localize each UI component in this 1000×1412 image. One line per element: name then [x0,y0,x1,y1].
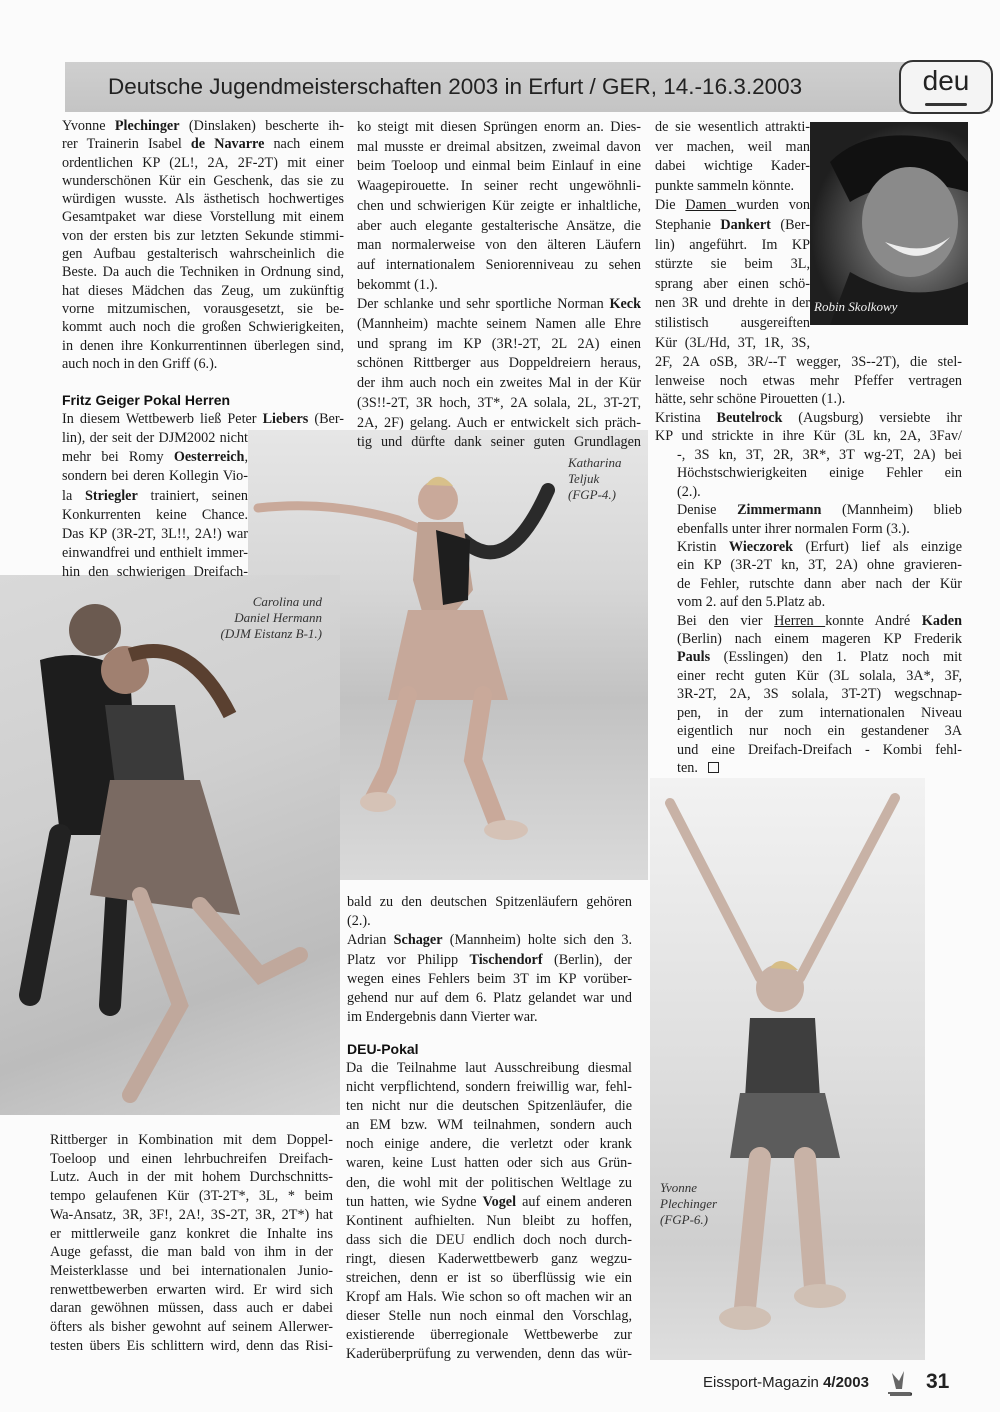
text-run: Yvonne [62,118,115,134]
text-line [62,355,344,373]
text-run: öfters als bisher gewohnt auf seinem Allerwer- [50,1319,333,1336]
text-run: Kaderüberprüfung zu verwenden, denn das wür- [346,1346,632,1363]
text-run: dieser Stelle nun noch einmal den Vorschlag, [346,1308,632,1325]
text-line [62,208,344,226]
text-run: pen, in der zum internationalen Niveau [677,704,962,721]
text-line [347,951,632,970]
text-run: dass sich die DEU endlich doch noch durch- [346,1231,632,1248]
text-run: Rittberger in Kombination mit dem Doppel- [50,1132,333,1148]
text-run: hätte, sehr schöne Pirouetten (1.). [655,391,846,408]
text-run: tun hatten, wie Sydne [346,1193,483,1210]
text-line [655,177,810,197]
text-run: einwandfrei und enthielt immer- [62,545,248,562]
text-line [357,256,641,276]
text-run: Lutz. Auch in der mit hohem Durchschnitts- [50,1169,333,1186]
text-run: und eine Dreifach-Dreifach - Kombi fehl- [677,741,962,758]
text-line [655,427,962,446]
text-line [357,276,641,296]
text-line [346,1059,632,1078]
page-title: Deutsche Jugendmeisterschaften 2003 in Erfurt / GER, 14.-16.3.2003 [108,74,803,99]
text-line [50,1243,333,1262]
caption-line: Katharina [568,455,622,470]
section-heading-fritz-geiger: Fritz Geiger Pokal Herren [62,392,231,408]
text-run: Kür (3L/Hd, 3T, 1R, 3S, [655,334,810,351]
photo-robin-skolkowy [810,122,968,325]
text-run: ten. [677,759,698,776]
text-line [346,1116,632,1135]
text-line [357,374,641,394]
text-run: eigentlich nur noch ein gestandener 3A [677,723,962,740]
text-run: existierende überregionale Wettbewerbe zur [346,1327,632,1344]
caption-line: Daniel Hermann [234,610,322,625]
text-line [347,931,632,950]
text-run: von der ersten bis zur letzten Sekunde stimmi- [62,227,344,244]
text-line [655,236,810,256]
text-run: bekommt (1.). [357,276,438,293]
section-heading-deu-pokal: DEU-Pokal [347,1041,419,1057]
text-run: Wa-Ansatz, 3R, 3F!, 2A!, 3S-2T, 3R, 2T*) hat [50,1206,333,1223]
text-run: (Dinslaken) bescherte ih- [179,118,344,134]
text-line [50,1262,333,1281]
text-run: lin) angeführt. Im KP [655,236,810,253]
text-run: Gesamtpaket war diese Vorstellung mit einem [62,209,344,226]
bold-name: Dankert [720,216,771,233]
caption-line: (FGP-6.) [660,1212,709,1227]
text-run: Da die Teilnahme laut Ausschreibung diesmal [346,1060,632,1076]
text-run: (Mannheim) blieb [821,502,962,519]
text-line [655,390,962,409]
text-line [346,1326,632,1345]
text-run: chen und schwierigen Kür zeigte er inhaltliche, [357,197,641,214]
text-run: (Augsburg) versiebte ihr [782,409,962,426]
text-run: schönen Rittberger aus Doppeldreiern heraus, [357,355,641,372]
text-run: (Mannheim) holte sich den 3. [442,932,632,949]
text-run: streichen, denn er ist so überflüssig wie ein [346,1270,632,1287]
text-run: auch noch in den Griff (6.). [62,355,218,372]
text-line [62,117,344,135]
text-run: ko steigt mit diesen Sprüngen enorm an. Dies- [357,119,641,135]
dance-couple-figure-icon [0,575,340,1115]
text-run: ordentlichen KP (2L!, 2A, 2F-2T) mit einer [62,154,344,171]
text-line [655,314,810,334]
text-run: sondern bei deren Kollegin Vio- [62,468,248,485]
bold-name: Keck [609,296,641,313]
text-line [50,1318,333,1337]
caption-line: Yvonne [660,1180,698,1195]
text-line [347,893,632,912]
text-line [62,263,344,281]
text-run: Die [655,197,686,214]
text-line [655,294,810,314]
bold-name: Zimmermann [737,502,822,519]
text-line [655,118,810,138]
end-of-article-icon [708,762,719,773]
text-line [677,704,962,722]
text-line [655,409,962,428]
article-text-fritz-narrow [62,429,248,583]
text-line [346,1097,632,1116]
text-run: kommt auch noch die großen Schwierigkeiten, [62,319,344,336]
text-run: KP und strickte in ihre Kür (3L kn, 2A, 3Fav/ [655,428,962,445]
text-line [62,172,344,190]
article-text-col2-top [357,118,641,453]
bold-name: Tischendorf [469,951,543,968]
text-line [346,1269,632,1288]
text-line [677,722,962,740]
text-line [62,429,248,448]
text-run: 3R-2T, 2A, 3S solala, 3T-2T) wegschnap- [677,686,962,703]
text-run: Kropf am Hals. Wie schon so oft machen wir an [346,1289,632,1306]
text-run: mal musste er dreimal absitzen, zweimal davon [357,138,641,155]
text-line [346,1078,632,1097]
text-run: wurden von [736,197,810,214]
text-run: de Fehler, rutschte dann aber nach der Kür [677,575,962,592]
text-run: lenweise noch etwas mehr Pfeffer vertragen [655,372,962,389]
text-line [50,1150,333,1169]
text-line [346,1154,632,1173]
text-line [655,353,962,372]
text-line [357,295,641,315]
text-line [677,759,962,777]
caption-robin: Robin Skolkowy [814,299,898,314]
text-run: auf internationalem Seniorenniveau zu sehen [357,256,641,273]
text-run: (Mannheim) machte seinem Namen alle Ehre [357,316,641,333]
text-line [62,318,344,336]
article-text-col3-indent [677,446,962,777]
text-run: Waagepirouette. In seiner recht ungewöhnli- [357,178,641,195]
caption-line: Teljuk [568,471,600,486]
text-run: Auge gefasst, die man bald von ihm in der [50,1244,333,1261]
text-run: in denen ihre Konkurrentinnen überlegen sind, [62,337,344,354]
text-run: Der schlanke und sehr sportliche Norman [357,296,610,313]
text-line [62,300,344,318]
text-run: gen Aufbau gestalterisch wahrscheinlich die [62,246,344,263]
text-run: vorne mitzumischen, vorausgesetzt, sie be- [62,300,344,317]
text-run: (Ber- [770,216,810,233]
text-run: nicht verpflichtend, sondern freiwillig war, fehl- [346,1079,632,1096]
text-run: la [62,487,85,504]
text-line [62,448,248,467]
text-line [62,487,248,506]
text-run: (2.). [677,483,701,500]
text-line [346,1212,632,1231]
text-run: ringt, diesen Kaderwettbewerb ganz wegzu- [346,1250,632,1267]
text-line [357,118,641,138]
text-run: Bei den vier [677,612,775,629]
text-line [346,1135,632,1154]
text-run: 2F, 2A oSB, 3R/--T wegger, 3S--2T), die stel- [655,354,962,370]
caption-katharina [568,455,621,503]
text-run: nach einem [264,136,344,153]
magazine-name: Eissport-Magazin [703,1374,819,1391]
bold-name: Pauls [677,649,711,666]
text-line [357,197,641,217]
text-run: (Berlin) nach einem mageren KP Frederik [677,631,962,648]
text-run: auf einem anderen [516,1193,632,1210]
text-run: Denise [677,502,738,519]
text-run: (Erfurt) lief als einzige [793,539,962,556]
text-run: stürzte sie beim 3L, [655,256,810,273]
article-text-col1-top [62,117,344,373]
text-run: wunderschönen Kür ein Geschenk, das sie zu [62,172,344,189]
bold-name: Striegler [85,487,138,504]
text-line [62,282,344,300]
text-run: Adrian [347,932,394,949]
text-line [357,335,641,355]
photo-carolina-daniel-hermann [0,575,340,1115]
text-run: und sprang im KP (3R!-2T, 2L 2A) einen [357,335,641,352]
photo-yvonne-plechinger [650,778,925,1360]
text-run: , [244,449,248,466]
bold-name: Liebers [262,411,309,427]
text-line [62,563,248,582]
text-run: im Endergebnis dann Vierter war. [347,1009,538,1026]
text-run: rer Trainerin Isabel [62,136,191,153]
caption-carolina [200,594,322,642]
text-line [655,275,810,295]
text-line [347,912,632,931]
text-line [357,236,641,256]
text-line [346,1174,632,1193]
text-line [346,1250,632,1269]
caption-yvonne [660,1180,717,1228]
text-run: gehend nur auf dem 6. Platz gelandet war und [347,990,632,1007]
text-line [346,1231,632,1250]
text-line [50,1337,333,1356]
text-line [347,970,632,989]
text-line [50,1187,333,1206]
text-line [62,506,248,525]
issue-number: 4/2003 [823,1374,869,1391]
text-run: renwettbewerben erwarten wird. Er wird sich [50,1281,333,1298]
text-line [62,410,344,429]
text-line [357,217,641,237]
text-run: sprang aber einen schö- [655,275,810,292]
text-line [357,433,641,453]
text-line [62,135,344,153]
text-line [50,1299,333,1318]
text-run: wegen eines Fehlers beim 3T im KP vorüber- [347,970,632,987]
text-run: trainiert, seinen [137,487,248,504]
text-line [357,138,641,158]
text-run: aber auch elegante gestalterische Ansätze, die [357,217,641,234]
text-run: hin den schwierigen Dreifach- [62,564,248,581]
bold-name: Kaden [921,612,962,629]
text-line [50,1206,333,1225]
text-run: Platz vor Philipp [347,951,470,968]
article-text-col3-wide [655,353,962,446]
portrait-icon [810,122,968,325]
text-line [677,630,962,648]
text-run: beim Toeloop und einmal beim Einlauf in eine [357,158,641,175]
skater-logo-icon [884,1369,914,1397]
text-line [346,1307,632,1326]
text-line [677,446,962,464]
text-run: an EM bzw. WM teilnahmen, sondern auch [346,1117,632,1134]
text-line [62,337,344,355]
text-line [62,227,344,245]
bold-name: Beutelrock [716,409,783,426]
text-line [62,467,248,486]
text-line [677,538,962,556]
text-line [62,544,248,563]
text-line [50,1281,333,1300]
text-line [677,464,962,482]
bold-name: Oesterreich [173,449,245,466]
text-line [655,334,810,354]
text-run: man normalerweise von den älteren Läufern [357,237,641,254]
text-run: (Esslingen) den 1. Platz noch mit [710,649,962,666]
text-run: tempo gelaufenen Kür (3T-2T*, 3L, * beim [50,1188,333,1205]
text-run: punkte sammeln könnte. [655,177,795,194]
article-text-col2-mid [347,893,632,1027]
page-number: 31 [926,1370,950,1393]
text-line [655,255,810,275]
text-run: Höchstschwierigkeiten einige Fehler ein [677,465,962,482]
text-line [347,989,632,1008]
text-run: stilistisch ausgereiften [655,314,810,331]
text-line [677,612,962,630]
text-run: (3S!!-2T, 3R hoch, 3T*, 2A solala, 2L, 3T-2T, [357,394,641,411]
text-line [655,196,810,216]
text-run: Stephanie [655,216,721,233]
text-line [677,556,962,574]
text-run: Toeloop und einen lehrbuchreifen Dreifach- [50,1150,333,1167]
text-line [357,315,641,335]
text-run: -, 3S kn, 3T, 2R, 3R*, 3T wg-2T, 2A) bei [677,447,962,463]
underlined-term: Herren [774,612,826,629]
text-line [677,593,962,611]
text-line [655,372,962,391]
text-line [346,1193,632,1212]
article-text-deu-pokal [346,1059,632,1365]
text-line [62,525,248,544]
text-run: Konkurrenten keine Chance. [62,506,248,523]
text-run: tig und dürfte dank seiner guten Grundlagen [357,434,641,451]
text-run: mehr bei Romy [62,449,174,466]
text-line [50,1168,333,1187]
text-run: Meisterklasse und bei internationalen Junio- [50,1262,333,1279]
bold-name: Plechinger [114,118,180,134]
text-run: konnte André [825,612,922,629]
text-line [357,157,641,177]
text-run: ebenfalls unter ihrer normalen Form (3.). [677,520,910,537]
bold-name: Wieczorek [728,539,794,556]
text-line [677,741,962,759]
text-run: Kristina [655,409,717,426]
text-run: dabei wichtige Kader- [655,158,810,175]
text-run: vom 2. auf den 5.Platz ab. [677,594,826,611]
text-run: bald zu den deutschen Spitzenläufern gehören [347,894,632,910]
text-run: würdigen wusste. Als ästhetisch hochwertiges [62,191,344,208]
underlined-term: Damen [685,197,737,214]
text-line [677,575,962,593]
text-run: ver machen, weil man [655,138,810,155]
text-run: lin), der seit der DJM2002 nicht [62,430,248,446]
text-line [677,667,962,685]
text-line [347,1008,632,1027]
text-line [677,685,962,703]
text-run: hat dieses Mädchen das Zeug, um zukünftig [62,282,344,299]
text-run: de sie wesentlich attrakti- [655,119,810,135]
text-line [357,414,641,434]
text-line [677,483,962,501]
text-line [655,216,810,236]
text-run: Beste. Da auch die Techniken in Ordnung sind, [62,264,344,281]
bold-name: de Navarre [190,136,265,153]
text-run: der ihm auch noch ein zweites Mal in der Kür [357,375,641,392]
text-line [346,1288,632,1307]
text-run: Das KP (3R-2T, 3L!!, 2A!) war [62,526,248,543]
caption-line: Carolina und [252,594,322,609]
text-run: (Berlin), der [542,951,632,968]
text-run: den, die wohl mit der politischen Weltlage zu [346,1174,632,1191]
text-line [62,190,344,208]
text-line [50,1131,333,1150]
text-run: waren, keine Lust hatten oder sich aus Grün- [346,1155,632,1172]
text-line [677,520,962,538]
caption-line: Plechinger [660,1196,718,1211]
deu-logo [899,60,993,114]
footer-magazine [703,1374,869,1391]
text-run: Kontinent aufhielten. Nun bleibt zu hoffen, [346,1212,632,1229]
text-line [677,648,962,666]
article-text-col3-narrow [655,118,810,353]
text-run: In diesem Wettbewerb ließ Peter [62,411,263,427]
text-run: nen 3R und drehte in der [655,295,810,312]
caption-line: (DJM Eistanz B-1.) [220,626,322,641]
text-line [62,154,344,172]
text-run: daran gewöhnen müssen, dass auch er dabei [50,1300,333,1317]
text-line [357,394,641,414]
text-run: testen übers Eis schlittern wird, denn das Risi- [50,1337,333,1354]
text-line [62,245,344,263]
text-run: noch einige andere, die verletzt oder krank [346,1136,632,1153]
caption-line: (FGP-4.) [568,487,617,502]
text-line [655,138,810,158]
deu-logo-text: deu [922,65,970,96]
skater-figure-icon [650,778,925,1360]
text-run: 2A, 2F) gelang. Auch er entwickelt sich präch- [357,414,641,431]
skate-blade-icon [925,103,967,106]
text-line [357,177,641,197]
text-run: (2.). [347,913,371,930]
text-run: ten nicht nur die deutschen Spitzenläufer, die [346,1098,632,1115]
text-line [655,157,810,177]
text-run: Kristin [677,539,729,556]
text-line [50,1225,333,1244]
text-line [677,501,962,519]
bold-name: Schager [393,932,443,949]
text-run: einer recht guten Kür (3L solala, 3A*, 3F, [677,667,962,684]
article-text-col1-bottom [50,1131,333,1355]
text-line [346,1345,632,1364]
text-run: ein KP (3R-2T kn, 3T, 2A) ohne gravieren- [677,557,962,574]
text-run: er mittlerweile ganz konkret die Inhalte ins [50,1225,333,1242]
bold-name: Vogel [482,1193,517,1210]
text-line [357,354,641,374]
text-run: (Ber- [308,411,344,427]
article-text-fritz-intro [62,410,344,429]
